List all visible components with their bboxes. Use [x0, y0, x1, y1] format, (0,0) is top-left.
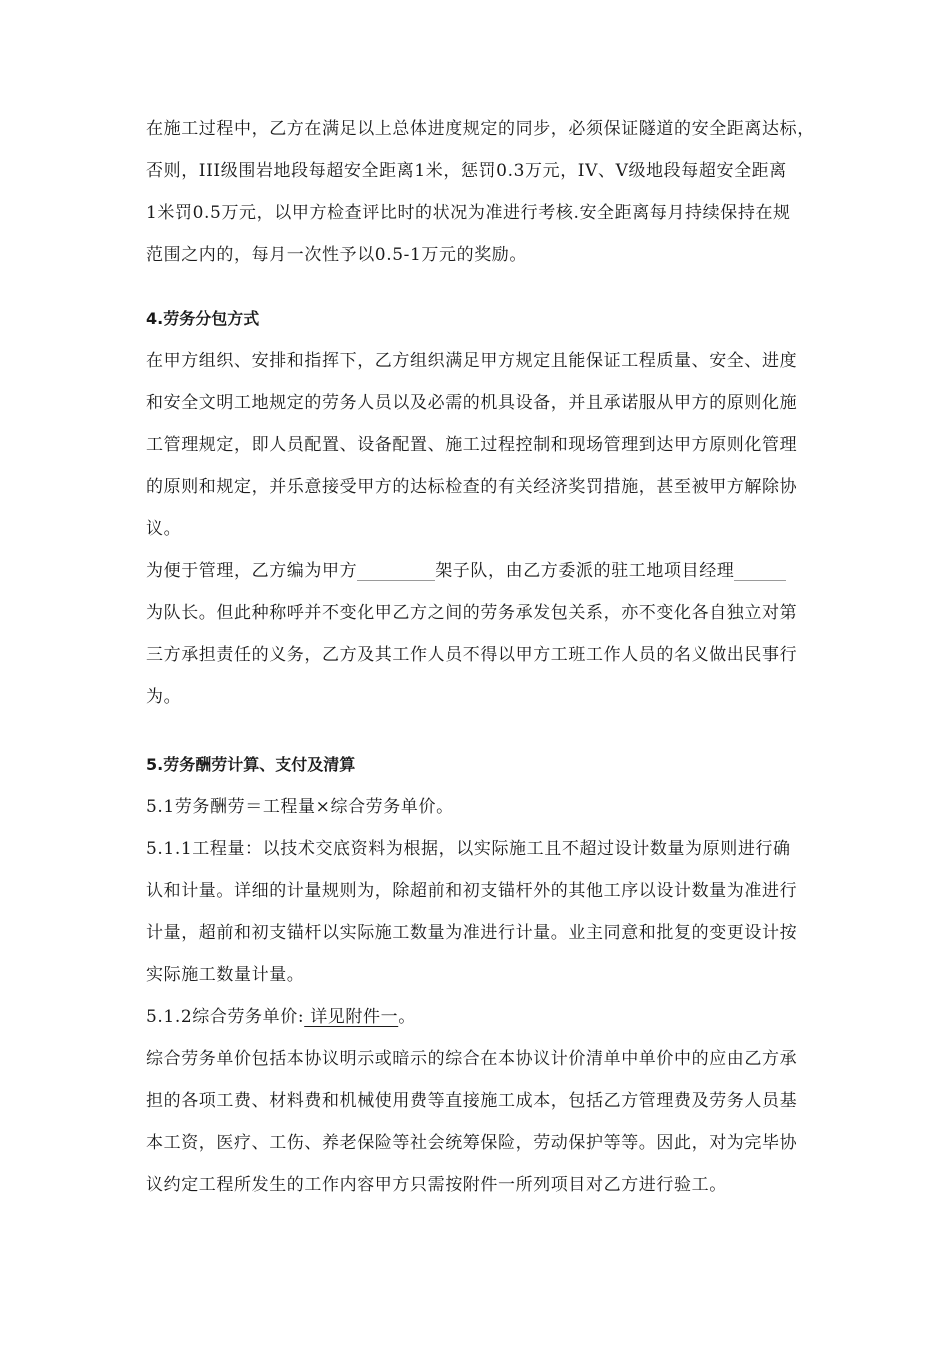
text-line: 1米罚0.5万元，以甲方检查评比时的状况为准进行考核.安全距离每月持续保持在规 — [146, 203, 791, 223]
text-line: 三方承担责任的义务，乙方及其工作人员不得以甲方工班工作人员的名义做出民事行 — [146, 645, 798, 665]
text-line: 范围之内的，每月一次性予以0.5-1万元的奖励。 — [146, 245, 527, 265]
spacer — [146, 276, 814, 298]
text-line: 的原则和规定，并乐意接受甲方的达标检查的有关经济奖罚措施，甚至被甲方解除协 — [146, 477, 798, 497]
document-page — [146, 108, 814, 1206]
item-5-1: 5.1劳务酬劳＝工程量×综合劳务单价。 — [146, 797, 454, 817]
text-line: 担的各项工费、材料费和机械使用费等直接施工成本，包括乙方管理费及劳务人员基 — [146, 1091, 798, 1111]
text-line: 为队长。但此种称呼并不变化甲乙方之间的劳务承发包关系，亦不变化各自独立对第 — [146, 603, 798, 623]
item-5-1-1 — [146, 828, 814, 996]
text-line: 议约定工程所发生的工作内容甲方只需按附件一所列项目对乙方进行验工。 — [146, 1175, 727, 1195]
text-line: 认和计量。详细的计量规则为，除超前和初支锚杆外的其他工序以设计数量为准进行 — [146, 881, 798, 901]
section-5-heading: 5.劳务酬劳计算、支付及清算 — [146, 755, 356, 774]
item-5-1-2 — [146, 996, 814, 1038]
text-line: 议。 — [146, 519, 182, 539]
team-text-part2: 架子队，由乙方委派的驻工地项目经理 — [435, 561, 735, 581]
text-line: 和安全文明工地规定的劳务人员以及必需的机具设备，并且承诺服从甲方的原则化施 — [146, 393, 798, 413]
text-line: 在施工过程中，乙方在满足以上总体进度规定的同步，必须保证隧道的安全距离达标， — [146, 119, 815, 139]
section-4-heading: 4.劳务分包方式 — [146, 309, 260, 328]
text-line: 在甲方组织、安排和指挥下，乙方组织满足甲方规定且能保证工程质量、安全、进度 — [146, 351, 798, 371]
text-line: 5.1.1工程量：以技术交底资料为根据，以实际施工且不超过设计数量为原则进行确 — [146, 839, 791, 859]
team-name-blank[interactable] — [357, 556, 435, 581]
text-line: 实际施工数量计量。 — [146, 965, 305, 985]
text-line: 否则，III级围岩地段每超安全距离1米，惩罚0.3万元，IV、V级地段每超安全距离 — [146, 161, 787, 181]
team-text-part1: 为便于管理，乙方编为甲方 — [146, 561, 358, 581]
paragraph-unit-price — [146, 1038, 814, 1206]
item-5-1-2-value: 详见附件一 — [304, 1007, 399, 1027]
spacer — [146, 718, 814, 744]
manager-name-blank[interactable] — [734, 556, 786, 581]
paragraph-team-leader — [146, 592, 814, 718]
paragraph-subcontract-method — [146, 340, 814, 550]
item-5-1-2-end: 。 — [398, 1007, 416, 1027]
text-line: 综合劳务单价包括本协议明示或暗示的综合在本协议计价清单中单价中的应由乙方承 — [146, 1049, 798, 1069]
team-assignment-line — [146, 550, 814, 592]
paragraph-safety-distance — [146, 108, 814, 276]
text-line: 工管理规定，即人员配置、设备配置、施工过程控制和现场管理到达甲方原则化管理 — [146, 435, 798, 455]
text-line: 计量，超前和初支锚杆以实际施工数量为准进行计量。业主同意和批复的变更设计按 — [146, 923, 798, 943]
text-line: 为。 — [146, 687, 182, 707]
item-5-1-2-label: 5.1.2综合劳务单价: — [146, 1007, 305, 1027]
text-line: 本工资，医疗、工伤、养老保险等社会统筹保险，劳动保护等等。因此，对为完毕协 — [146, 1133, 798, 1153]
